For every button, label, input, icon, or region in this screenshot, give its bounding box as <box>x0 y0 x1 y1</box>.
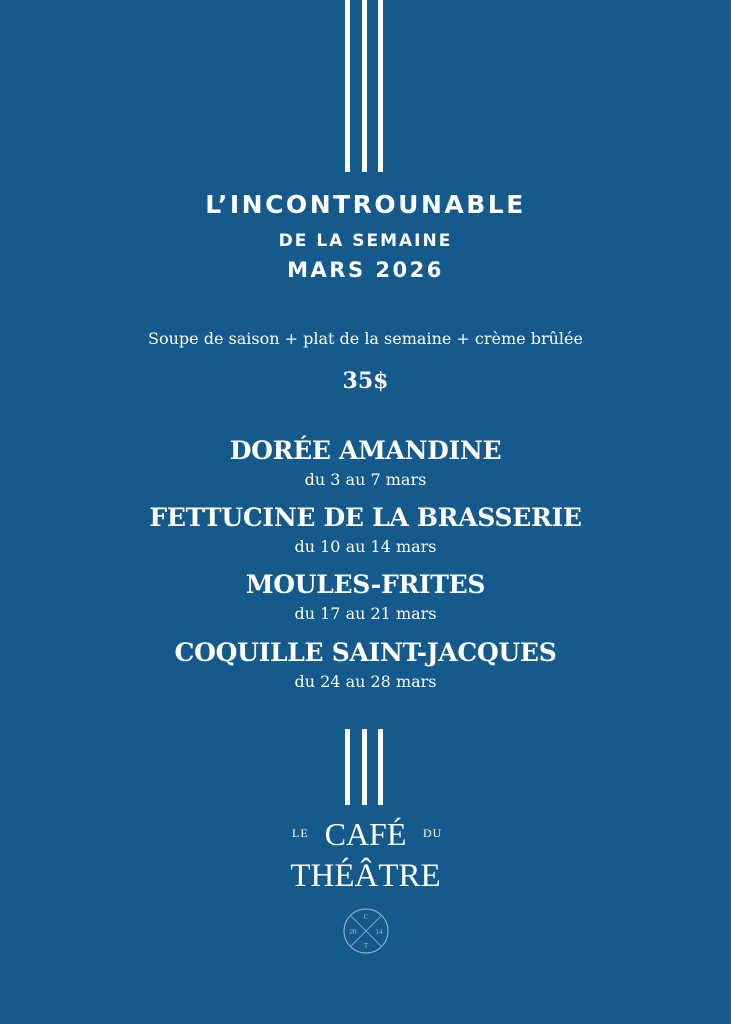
menu-formula: Soupe de saison + plat de la semaine + crème brûlée <box>148 329 583 348</box>
bar <box>378 0 383 172</box>
dish-name-2: FETTUCINE DE LA BRASSERIE <box>149 503 582 532</box>
bar <box>345 0 350 172</box>
logo-le: LE <box>292 826 309 840</box>
seal-top-letter: C <box>363 913 369 921</box>
dish-name-1: DORÉE AMANDINE <box>229 436 502 465</box>
decorative-bars-top <box>345 0 383 172</box>
logo-theatre: THÉÂTRE <box>290 858 441 894</box>
dish-name-4: COQUILLE SAINT-JACQUES <box>174 638 557 667</box>
seal-left-number: 20 <box>349 928 357 936</box>
menu-title: L’INCONTROUNABLE <box>205 190 526 219</box>
menu-price: 35$ <box>342 368 389 394</box>
logo-cafe: CAFÉ <box>324 816 407 852</box>
menu-subtitle: DE LA SEMAINE <box>278 231 453 251</box>
dish-name-3: MOULES-FRITES <box>245 570 486 599</box>
seal-bottom-letter: T <box>363 942 369 950</box>
logo-du: DU <box>423 826 443 840</box>
bar <box>362 0 367 172</box>
dish-dates-4: du 24 au 28 mars <box>294 672 437 691</box>
decorative-bars-bottom <box>345 729 383 805</box>
menu-month: MARS 2026 <box>287 258 444 282</box>
logo-seal-icon <box>342 907 390 955</box>
seal-right-number: 14 <box>375 928 383 936</box>
dish-dates-1: du 3 au 7 mars <box>304 470 427 489</box>
bar <box>345 729 350 805</box>
dish-dates-3: du 17 au 21 mars <box>294 604 437 623</box>
bar <box>362 729 367 805</box>
bar <box>378 729 383 805</box>
dish-dates-2: du 10 au 14 mars <box>294 537 437 556</box>
